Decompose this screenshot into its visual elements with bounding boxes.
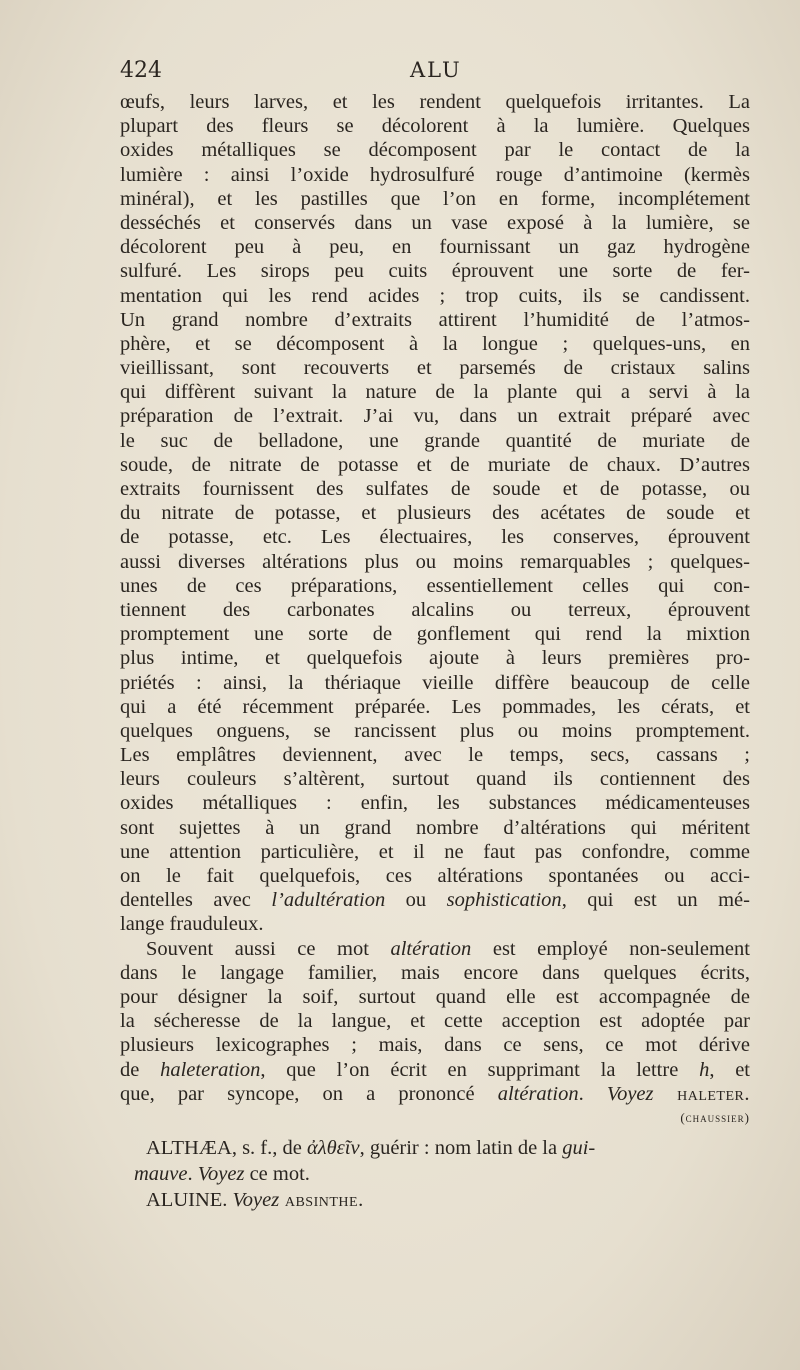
text-line: de potasse, etc. Les électuaires, les conserves, éprouvent	[120, 526, 750, 549]
text-line-adulteration	[120, 888, 750, 912]
text-line: sont sujettes à un grand nombre d’altérations qui méritent	[120, 816, 750, 839]
entry-headword: ALTHÆA	[146, 1137, 232, 1160]
text-run: .	[222, 1189, 233, 1212]
text-run: Souvent aussi ce mot	[146, 937, 391, 960]
text-run: , s. f., de	[231, 1137, 307, 1160]
text-run: , guérir : nom latin de la	[359, 1137, 563, 1160]
text-line: quelques onguens, se rancissent plus ou moins promptement.	[120, 719, 750, 742]
italic-term: altération	[390, 937, 472, 960]
author-signature: (chaussier)	[680, 1109, 750, 1125]
text-line: œufs, leurs larves, et les rendent quelquefois irritantes. La	[120, 91, 750, 113]
greek-term: ἀλθεῖν	[306, 1137, 360, 1160]
italic-term: l’adultération	[271, 889, 386, 912]
italic-term: Voyez	[197, 1163, 245, 1186]
text-run: de	[120, 1058, 161, 1081]
body-text	[120, 90, 750, 1214]
text-line: phère, et se décomposent à la longue ; quelques-uns, en	[120, 332, 750, 355]
text-run: , que l’on écrit en supprimant la lettre	[260, 1058, 700, 1081]
text-line: vieillissant, sont recouverts et parsemés de cristaux salins	[120, 357, 750, 380]
text-line: leurs couleurs s’altèrent, surtout quand ils contiennent des	[120, 768, 750, 791]
text-line	[120, 937, 750, 961]
text-line: une attention particulière, et il ne faut pas confondre, comme	[120, 840, 750, 863]
text-line: desséchés et conservés dans un vase exposé à la lumière, se	[120, 211, 750, 234]
text-line: du nitrate de potasse, et plusieurs des acétates de soude et	[120, 502, 750, 525]
text-run: ou	[385, 889, 447, 912]
cross-reference: haleter.	[653, 1082, 750, 1105]
text-line: aussi diverses altérations plus ou moins remarquables ; quelques-	[120, 550, 750, 573]
entry-headword: ALUINE	[146, 1189, 223, 1212]
text-run: .	[187, 1163, 198, 1186]
page-number: 424	[120, 58, 162, 83]
text-line: Un grand nombre d’extraits attirent l’humidité de l’atmos-	[120, 308, 750, 331]
italic-term: haleteration	[160, 1058, 261, 1081]
text-line: la sécheresse de la langue, et cette acception est adoptée par	[120, 1010, 750, 1033]
text-line: sulfuré. Les sirops peu cuits éprouvent une sorte de fer-	[120, 260, 750, 283]
text-line: plupart des fleurs se décolorent à la lumière. Quelques	[120, 115, 750, 138]
text-run: , qui est un mé-	[561, 889, 750, 912]
text-run: .	[578, 1082, 607, 1105]
italic-term: Voyez	[606, 1082, 654, 1105]
page-header	[0, 58, 800, 88]
text-line: dans le langage familier, mais encore dans quelques écrits,	[120, 961, 750, 984]
text-line: unes de ces préparations, essentiellement celles qui con-	[120, 574, 750, 597]
text-line: plus intime, et quelquefois ajoute à leurs premières pro-	[120, 647, 750, 670]
italic-term: altération	[497, 1082, 579, 1105]
entry-althaea-continuation	[120, 1162, 750, 1188]
italic-term: h	[699, 1058, 710, 1081]
text-line: oxides métalliques se décomposent par le contact de la	[120, 139, 750, 162]
italic-term: Voyez	[232, 1189, 280, 1212]
text-line	[120, 1058, 750, 1082]
text-line: qui diffèrent suivant la nature de la plante qui a servi à la	[120, 381, 750, 404]
italic-term: gui-	[562, 1137, 596, 1160]
text-line: minéral), et les pastilles que l’on en forme, incomplétement	[120, 187, 750, 210]
paragraph-1	[120, 90, 750, 937]
text-line	[120, 1082, 750, 1106]
cross-reference: absinthe.	[279, 1189, 364, 1212]
text-line: pour désigner la soif, surtout quand elle est accompagnée de	[120, 985, 750, 1008]
text-line: le suc de belladone, une grande quantité de muriate de	[120, 429, 750, 452]
text-line: lumière : ainsi l’oxide hydrosulfuré rouge d’antimoine (kermès	[120, 163, 750, 186]
text-line: qui a été récemment préparée. Les pommades, les cérats, et	[120, 695, 750, 718]
text-run: ce mot.	[244, 1163, 310, 1186]
dictionary-entries	[120, 1136, 750, 1214]
paragraph-2	[120, 937, 750, 1131]
text-line: préparation de l’extrait. J’ai vu, dans un extrait préparé avec	[120, 405, 750, 428]
entry-aluine	[120, 1188, 750, 1214]
text-line: extraits fournissent des sulfates de soude et de potasse, ou	[120, 478, 750, 500]
text-line: soude, de nitrate de potasse et de muriate de chaux. D’autres	[120, 453, 750, 476]
text-line: tiennent des carbonates alcalins ou terreux, éprouvent	[120, 598, 750, 621]
italic-term: sophistication	[446, 889, 562, 912]
text-line: on le fait quelquefois, ces altérations spontanées ou acci-	[120, 865, 750, 887]
text-run: est employé non-seulement	[471, 937, 750, 960]
text-line: mentation qui les rend acides ; trop cuits, ils se candissent.	[120, 284, 750, 307]
text-line: décolorent peu à peu, en fournissant un gaz hydrogène	[120, 236, 750, 259]
entry-althaea	[120, 1136, 750, 1162]
running-head: ALU	[410, 58, 462, 82]
text-run: que, par syncope, on a prononcé	[120, 1082, 498, 1105]
text-run: , et	[709, 1058, 750, 1081]
text-line: plusieurs lexicographes ; mais, dans ce sens, ce mot dérive	[120, 1034, 750, 1057]
text-run: dentelles avec	[120, 889, 272, 912]
text-line: Les emplâtres deviennent, avec le temps, secs, cassans ;	[120, 744, 750, 767]
italic-term: mauve	[134, 1163, 188, 1186]
text-line: promptement une sorte de gonflement qui rend la mixtion	[120, 623, 750, 646]
text-line: priétés : ainsi, la thériaque vieille diffère beaucoup de celle	[120, 671, 750, 694]
text-line: lange frauduleux.	[120, 913, 264, 936]
text-line: oxides métalliques : enfin, les substances médicamenteuses	[120, 792, 750, 815]
